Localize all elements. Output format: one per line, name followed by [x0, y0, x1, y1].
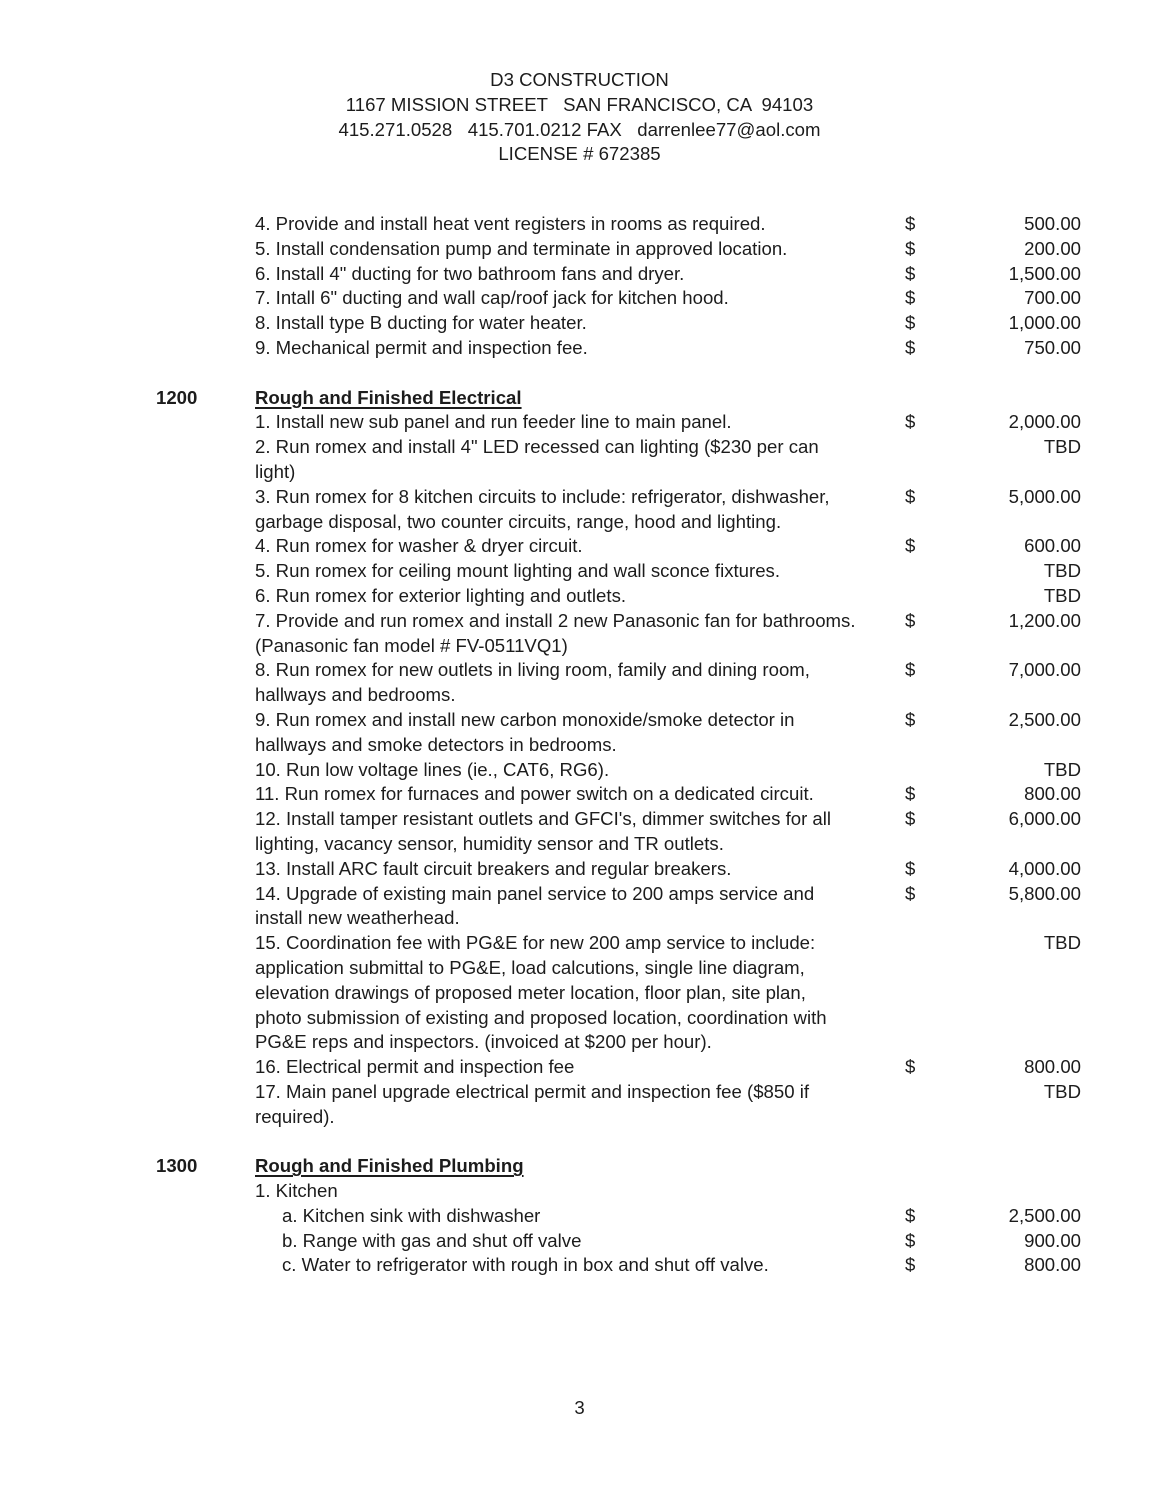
estimate-line — [0, 931, 1159, 956]
section-code: 1200 — [156, 386, 198, 408]
estimate-line — [0, 1204, 1159, 1229]
currency-symbol: $ — [905, 312, 916, 334]
estimate-line — [0, 981, 1159, 1006]
line-amount: TBD — [1043, 436, 1081, 458]
page-number: 3 — [574, 1397, 585, 1418]
line-text: photo submission of existing and proposed location, coordination with — [255, 1006, 827, 1028]
estimate-line — [0, 882, 1159, 907]
line-text: 14. Upgrade of existing main panel service to 200 amps service and — [255, 882, 815, 904]
line-text: 5. Install condensation pump and terminate in approved location. — [255, 237, 788, 259]
line-amount: 900.00 — [1024, 1229, 1081, 1251]
estimate-line — [0, 584, 1159, 609]
line-amount: 800.00 — [1024, 783, 1081, 805]
estimate-line — [0, 1055, 1159, 1080]
currency-symbol: $ — [905, 535, 916, 557]
estimate-line — [0, 683, 1159, 708]
estimate-line — [0, 410, 1159, 435]
estimate-line — [0, 658, 1159, 683]
line-text: 4. Provide and install heat vent registers in rooms as required. — [255, 213, 766, 234]
currency-symbol: $ — [905, 609, 916, 631]
line-amount: 7,000.00 — [1008, 659, 1081, 681]
currency-symbol: $ — [905, 857, 916, 879]
line-text: 12. Install tamper resistant outlets and GFCI's, dimmer switches for all — [255, 808, 832, 830]
line-text: 17. Main panel upgrade electrical permit and inspection fee ($850 if — [255, 1080, 810, 1102]
line-amount: 200.00 — [1024, 237, 1081, 259]
line-amount: 5,000.00 — [1008, 485, 1081, 507]
estimate-line — [0, 1229, 1159, 1254]
currency-symbol: $ — [905, 287, 916, 309]
line-amount: 800.00 — [1024, 1056, 1081, 1078]
line-text: 7. Intall 6" ducting and wall cap/roof jack for kitchen hood. — [255, 287, 729, 309]
line-text: garbage disposal, two counter circuits, range, hood and lighting. — [255, 510, 782, 532]
line-text: b. Range with gas and shut off valve — [282, 1229, 582, 1251]
line-amount: TBD — [1043, 758, 1081, 780]
line-text: 6. Install 4" ducting for two bathroom fans and dryer. — [255, 262, 685, 284]
line-text: Rough and Finished Electrical — [255, 386, 522, 408]
estimate-line — [0, 758, 1159, 783]
line-text: 11. Run romex for furnaces and power switch on a dedicated circuit. — [255, 783, 814, 805]
line-text: 3. Run romex for 8 kitchen circuits to include: refrigerator, dishwasher, — [255, 485, 830, 507]
company-name: D3 CONSTRUCTION — [490, 69, 669, 90]
currency-symbol: $ — [905, 1254, 916, 1276]
estimate-line — [0, 1105, 1159, 1130]
estimate-line — [0, 1179, 1159, 1204]
line-text: 7. Provide and run romex and install 2 new Panasonic fan for bathrooms. — [255, 609, 856, 631]
line-text: 4. Run romex for washer & dryer circuit. — [255, 535, 583, 557]
line-amount: 2,000.00 — [1008, 411, 1081, 433]
line-amount: TBD — [1043, 584, 1081, 606]
estimate-line — [0, 212, 1159, 237]
line-text: a. Kitchen sink with dishwasher — [282, 1204, 541, 1226]
line-amount: 1,500.00 — [1008, 262, 1081, 284]
currency-symbol: $ — [905, 411, 916, 433]
blank-line — [0, 361, 1159, 386]
blank-line — [0, 1129, 1159, 1154]
line-amount: 600.00 — [1024, 535, 1081, 557]
line-amount: 4,000.00 — [1008, 857, 1081, 879]
currency-symbol: $ — [905, 237, 916, 259]
currency-symbol: $ — [905, 1229, 916, 1251]
line-text: 5. Run romex for ceiling mount lighting and wall sconce fixtures. — [255, 560, 781, 582]
line-text: application submittal to PG&E, load calcutions, single line diagram, — [255, 956, 805, 978]
line-amount: 1,000.00 — [1008, 312, 1081, 334]
line-text: 8. Install type B ducting for water heater. — [255, 312, 587, 334]
currency-symbol: $ — [905, 1056, 916, 1078]
line-text: c. Water to refrigerator with rough in box and shut off valve. — [282, 1254, 769, 1276]
estimate-line — [0, 857, 1159, 882]
line-text: install new weatherhead. — [255, 907, 460, 929]
line-text: 1. Install new sub panel and run feeder line to main panel. — [255, 411, 732, 433]
line-amount: 800.00 — [1024, 1254, 1081, 1276]
line-text: 6. Run romex for exterior lighting and outlets. — [255, 584, 627, 606]
estimate-line — [0, 634, 1159, 659]
estimate-line — [0, 807, 1159, 832]
line-text: 8. Run romex for new outlets in living room, family and dining room, — [255, 659, 810, 681]
estimate-line — [0, 559, 1159, 584]
line-amount: 1,200.00 — [1008, 609, 1081, 631]
estimate-line — [0, 336, 1159, 361]
estimate-line — [0, 1080, 1159, 1105]
estimate-line — [0, 1253, 1159, 1278]
currency-symbol: $ — [905, 882, 916, 904]
line-amount: 700.00 — [1024, 287, 1081, 309]
estimate-line — [0, 708, 1159, 733]
line-amount: TBD — [1043, 560, 1081, 582]
currency-symbol: $ — [905, 485, 916, 507]
estimate-line — [0, 237, 1159, 262]
line-text: lighting, vacancy sensor, humidity sensor and TR outlets. — [255, 832, 724, 854]
line-amount: 2,500.00 — [1008, 708, 1081, 730]
estimate-line — [0, 733, 1159, 758]
currency-symbol: $ — [905, 708, 916, 730]
document-header — [0, 68, 1159, 167]
estimate-line — [0, 510, 1159, 535]
line-amount: TBD — [1043, 1080, 1081, 1102]
company-contact: 415.271.0528 415.701.0212 FAX darrenlee77@aol.com — [338, 118, 821, 140]
estimate-line — [0, 460, 1159, 485]
estimate-line — [0, 311, 1159, 336]
currency-symbol: $ — [905, 808, 916, 830]
estimate-line — [0, 956, 1159, 981]
line-text: 16. Electrical permit and inspection fee — [255, 1056, 575, 1078]
line-text: 9. Mechanical permit and inspection fee. — [255, 336, 588, 358]
currency-symbol: $ — [905, 659, 916, 681]
currency-symbol: $ — [905, 1204, 916, 1226]
estimate-line — [0, 534, 1159, 559]
estimate-lines — [0, 212, 1159, 1278]
line-text: 10. Run low voltage lines (ie., CAT6, RG6). — [255, 758, 610, 780]
currency-symbol: $ — [905, 336, 916, 358]
section-code: 1300 — [156, 1155, 198, 1177]
section-heading — [0, 386, 1159, 411]
line-text: Rough and Finished Plumbing — [255, 1155, 524, 1177]
line-text: 15. Coordination fee with PG&E for new 200 amp service to include: — [255, 932, 816, 954]
estimate-line — [0, 1030, 1159, 1055]
estimate-line — [0, 832, 1159, 857]
section-heading — [0, 1154, 1159, 1179]
line-text: hallways and bedrooms. — [255, 684, 456, 706]
line-text: hallways and smoke detectors in bedrooms. — [255, 733, 617, 755]
line-text: PG&E reps and inspectors. (invoiced at $200 per hour). — [255, 1031, 712, 1053]
currency-symbol: $ — [905, 783, 916, 805]
line-amount: 2,500.00 — [1008, 1204, 1081, 1226]
estimate-line — [0, 609, 1159, 634]
line-text: 9. Run romex and install new carbon monoxide/smoke detector in — [255, 708, 795, 730]
line-text: (Panasonic fan model # FV-0511VQ1) — [255, 634, 568, 656]
company-address: 1167 MISSION STREET SAN FRANCISCO, CA 94103 — [345, 93, 814, 115]
line-amount: 750.00 — [1024, 336, 1081, 358]
estimate-line — [0, 906, 1159, 931]
currency-symbol: $ — [905, 213, 916, 234]
line-text: 1. Kitchen — [255, 1180, 338, 1202]
line-text: 2. Run romex and install 4" LED recessed can lighting ($230 per can — [255, 436, 819, 458]
estimate-line — [0, 435, 1159, 460]
estimate-line — [0, 286, 1159, 311]
estimate-line — [0, 485, 1159, 510]
line-text: 13. Install ARC fault circuit breakers and regular breakers. — [255, 857, 732, 879]
line-text: elevation drawings of proposed meter location, floor plan, site plan, — [255, 981, 806, 1003]
estimate-line — [0, 1006, 1159, 1031]
line-text: required). — [255, 1105, 335, 1127]
line-amount: 500.00 — [1024, 213, 1081, 234]
company-license: LICENSE # 672385 — [498, 143, 661, 165]
estimate-line — [0, 262, 1159, 287]
line-text: light) — [255, 460, 296, 482]
line-amount: TBD — [1043, 932, 1081, 954]
line-amount: 5,800.00 — [1008, 882, 1081, 904]
line-amount: 6,000.00 — [1008, 808, 1081, 830]
currency-symbol: $ — [905, 262, 916, 284]
estimate-line — [0, 782, 1159, 807]
